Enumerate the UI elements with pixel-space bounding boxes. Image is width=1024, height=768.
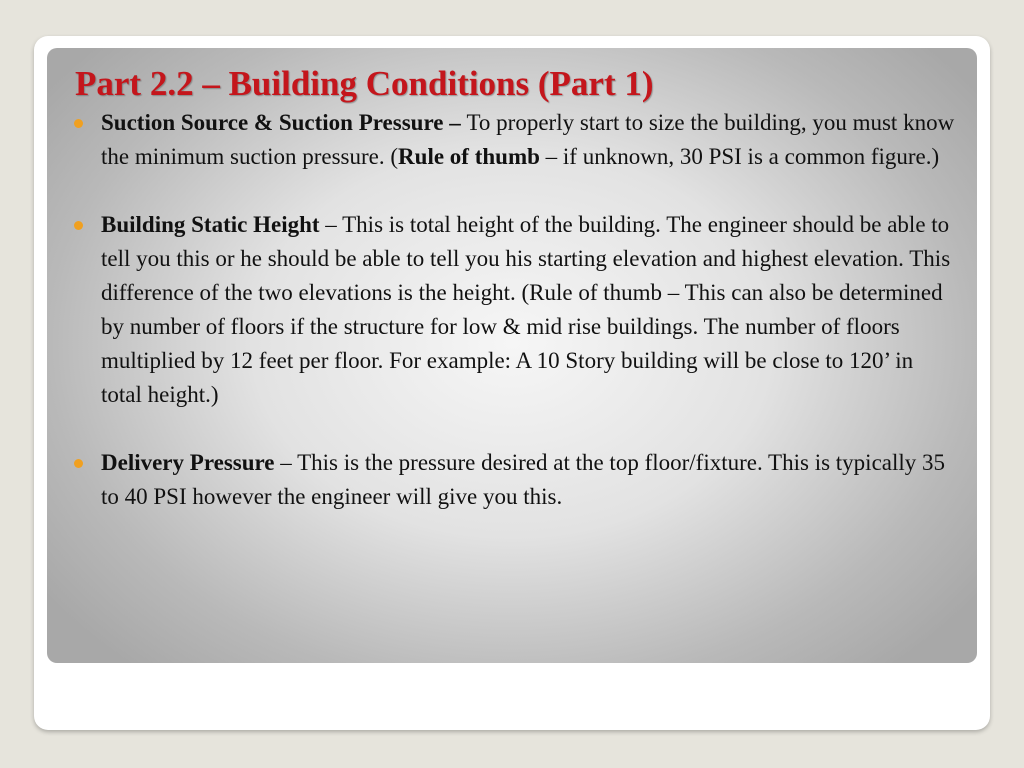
slide-card (34, 36, 990, 730)
bullet-list (47, 106, 977, 514)
bullet-term: Suction Source & Suction Pressure (101, 110, 444, 135)
content-panel (47, 48, 977, 663)
bullet-text-continued: – if unknown, 30 PSI is a common figure.) (539, 144, 940, 169)
bullet-static-height (47, 208, 977, 412)
bullet-term: Building Static Height (101, 212, 320, 237)
bullet-emphasis: Rule of thumb (398, 144, 540, 169)
bullet-dot-icon (74, 119, 83, 128)
bullet-dot-icon (74, 221, 83, 230)
bullet-term: Delivery Pressure (101, 450, 275, 475)
bullet-dot-icon (74, 459, 83, 468)
bullet-suction-pressure (47, 106, 977, 174)
bullet-dash: – (443, 110, 467, 135)
bullet-delivery-pressure (47, 446, 977, 514)
bullet-text: – This is the pressure desired at the top floor/fixture. This is typically 35 to 40 PSI however the engineer will give you this. (101, 450, 946, 509)
bullet-text: To properly start to size the building, you must know the minimum suction pressure. ( (101, 110, 955, 169)
bullet-text: – This is total height of the building. The engineer should be able to tell you this or he should be able to tell you his starting elevation and highest elevation. This difference of the two elevations is the height. (Rule of thumb – This can also be determined by number of floors if the structure for low & mid rise buildings. The number of floors multiplied by 12 feet per floor. For example: A 10 Story building will be close to 120’ in total height.) (101, 212, 951, 407)
slide-title: Part 2.2 – Building Conditions (Part 1) (75, 64, 654, 103)
